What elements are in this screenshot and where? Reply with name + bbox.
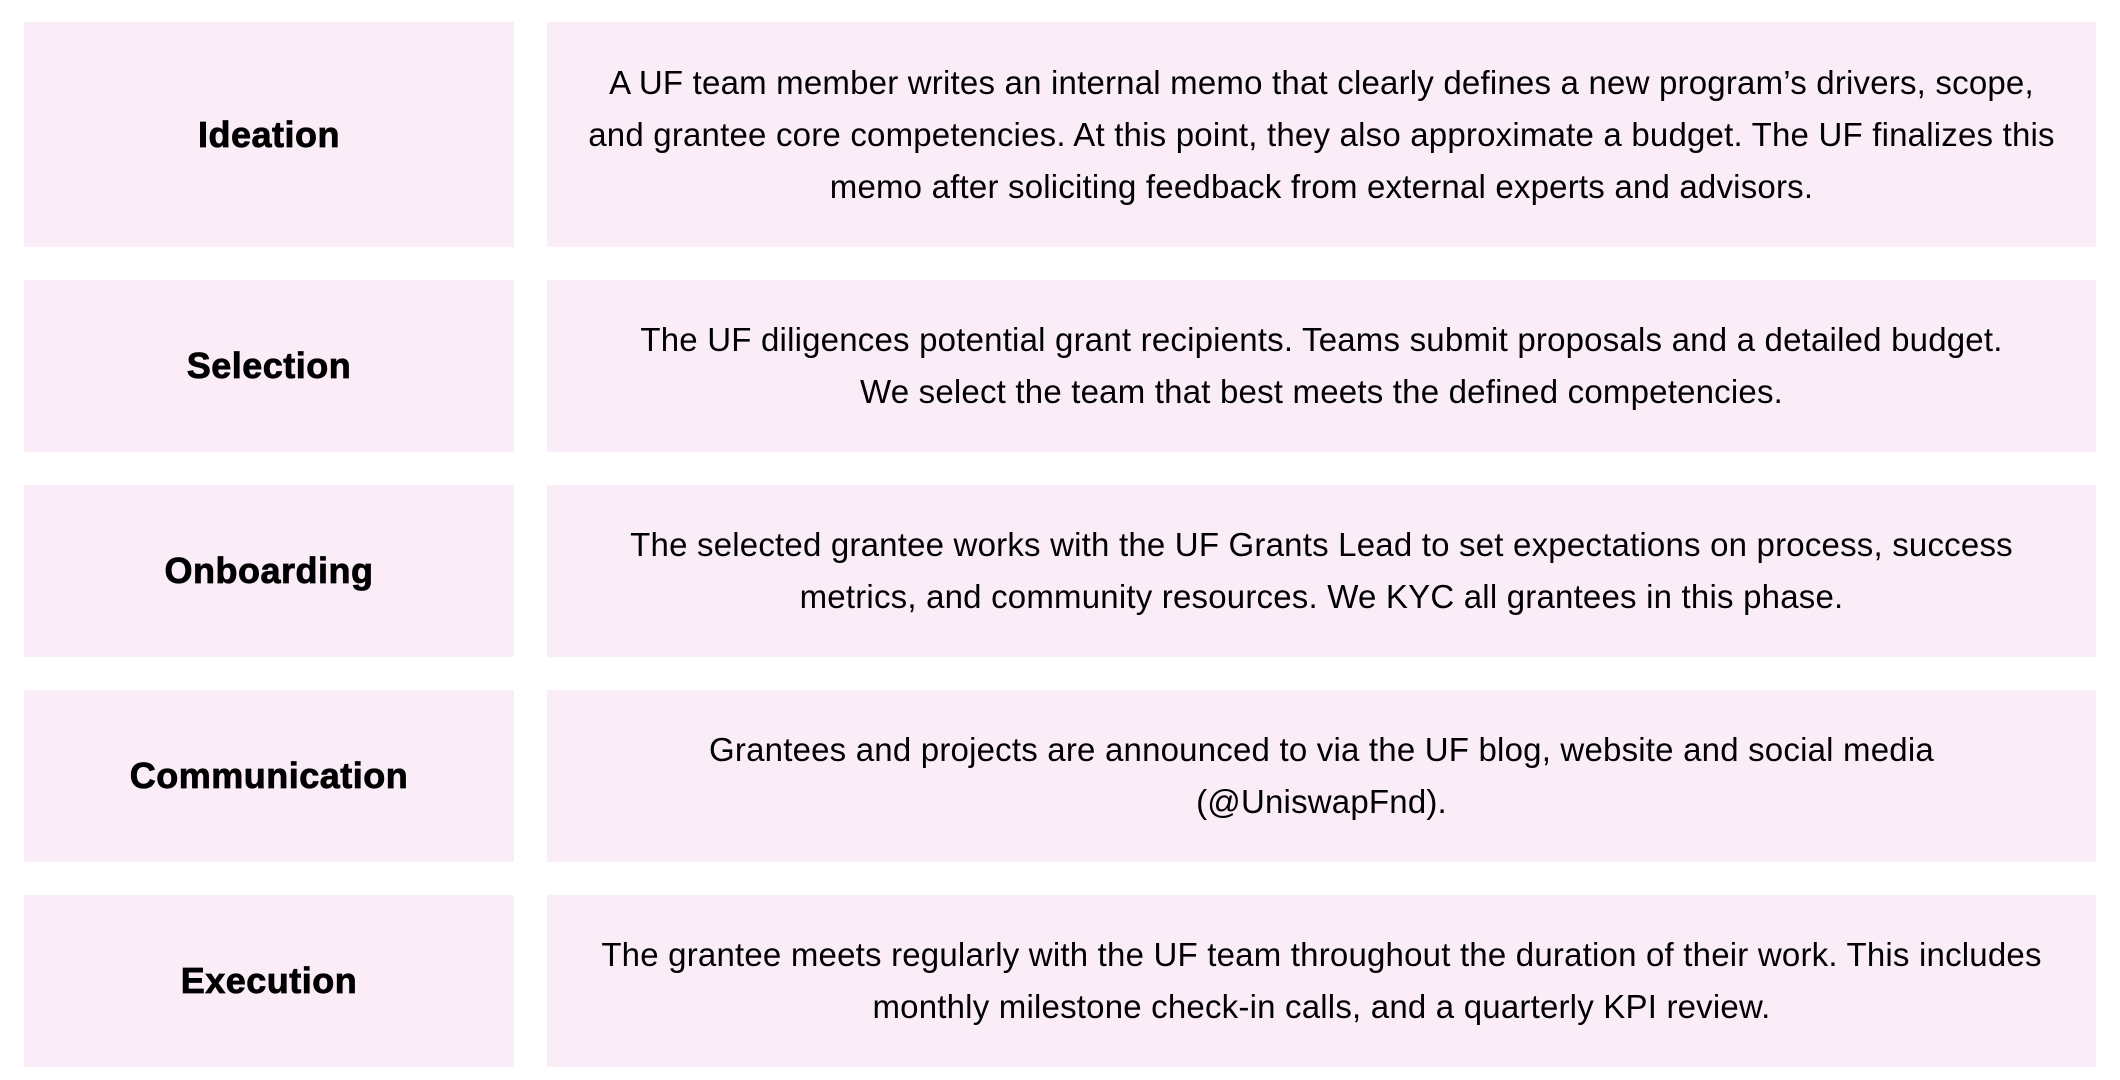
table-row-ideation	[24, 22, 2096, 247]
table-row-execution	[24, 895, 2096, 1067]
stage-label-selection: Selection	[186, 345, 352, 386]
description-cell	[547, 895, 2096, 1067]
stage-label-ideation: Ideation	[197, 113, 340, 155]
grant-process-table	[24, 22, 2096, 1067]
description-communication: Grantees and projects are announced to via the UF blog, website and social media (@UniswapFnd).	[709, 731, 1934, 820]
description-selection: The UF diligences potential grant recipients. Teams submit proposals and a detailed budget. We select the team that best meets the defined competencies.	[640, 321, 2003, 410]
stage-cell	[24, 280, 514, 452]
description-cell	[547, 22, 2096, 247]
description-ideation: A UF team member writes an internal memo that clearly defines a new program’s drivers, scope, and grantee core competencies. At this point, they also approximate a budget. The UF finalizes this memo after soliciting feedback from external experts and advisors.	[588, 63, 2055, 205]
stage-label-communication: Communication	[129, 755, 409, 796]
stage-cell	[24, 895, 514, 1067]
table-row-communication	[24, 690, 2096, 862]
stage-label-onboarding: Onboarding	[164, 550, 374, 591]
stage-cell	[24, 690, 514, 862]
table-row-selection	[24, 280, 2096, 452]
stage-label-execution: Execution	[180, 960, 358, 1001]
description-cell	[547, 690, 2096, 862]
description-onboarding: The selected grantee works with the UF Grants Lead to set expectations on process, success metrics, and community resources. We KYC all grantees in this phase.	[630, 526, 2013, 615]
description-cell	[547, 280, 2096, 452]
stage-cell	[24, 485, 514, 657]
description-cell	[547, 485, 2096, 657]
description-execution: The grantee meets regularly with the UF team throughout the duration of their work. This includes monthly milestone check-in calls, and a quarterly KPI review.	[601, 936, 2042, 1025]
stage-cell	[24, 22, 514, 247]
table-row-onboarding	[24, 485, 2096, 657]
